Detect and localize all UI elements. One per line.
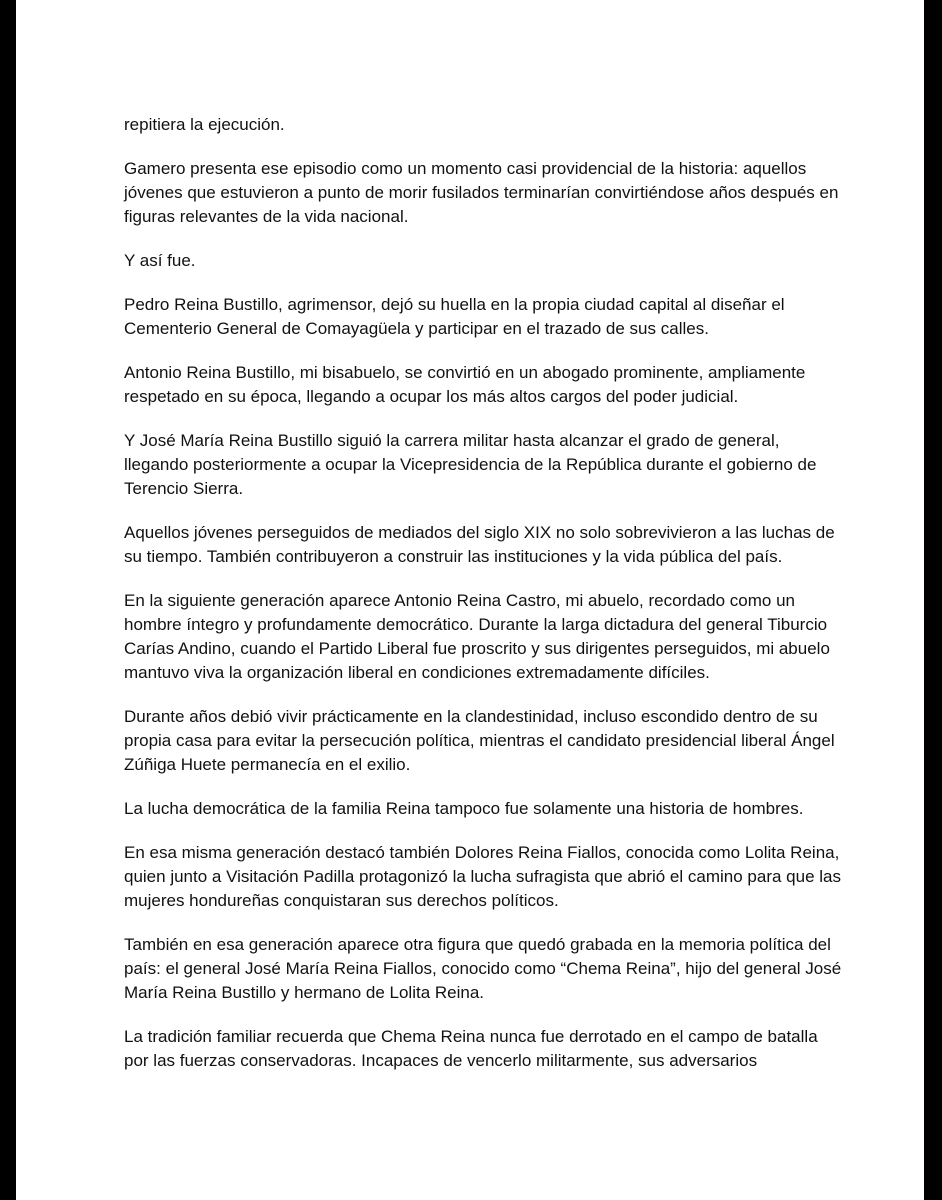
paragraph-1: repitiera la ejecución. [124,115,285,134]
paragraph-7: Aquellos jóvenes perseguidos de mediados del siglo XIX no solo sobrevivieron a las luchas de su tiempo. También contribuyeron a construir las instituciones y la vida pública del país. [124,523,835,566]
document-body [124,113,844,1093]
paragraph-10: La lucha democrática de la familia Reina tampoco fue solamente una historia de hombres. [124,799,804,818]
paragraph-3: Y así fue. [124,251,196,270]
paragraph-9: Durante años debió vivir prácticamente en la clandestinidad, incluso escondido dentro de su propia casa para evitar la persecución política, mientras el candidato presidencial liberal Ángel Zúñiga Huete permanecía en el exilio. [124,707,835,774]
paragraph-8: En la siguiente generación aparece Antonio Reina Castro, mi abuelo, recordado como un hombre íntegro y profundamente democrático. Durante la larga dictadura del general Tiburcio Carías Andino, cuando el Partido Liberal fue proscrito y sus dirigentes perseguidos, mi abuelo mantuvo viva la organización liberal en condiciones extremadamente difíciles. [124,591,830,682]
paragraph-6: Y José María Reina Bustillo siguió la carrera militar hasta alcanzar el grado de general, llegando posteriormente a ocupar la Vicepresidencia de la República durante el gobierno de Terencio Sierra. [124,431,817,498]
paragraph-2: Gamero presenta ese episodio como un momento casi providencial de la historia: aquellos jóvenes que estuvieron a punto de morir fusilados terminarían convirtiéndose años después en figuras relevantes de la vida nacional. [124,159,839,226]
paragraph-5: Antonio Reina Bustillo, mi bisabuelo, se convirtió en un abogado prominente, ampliamente respetado en su época, llegando a ocupar los más altos cargos del poder judicial. [124,363,806,406]
paragraph-13: La tradición familiar recuerda que Chema Reina nunca fue derrotado en el campo de batalla por las fuerzas conservadoras. Incapaces de vencerlo militarmente, sus adversarios [124,1027,818,1070]
paragraph-12: También en esa generación aparece otra figura que quedó grabada en la memoria política del país: el general José María Reina Fiallos, conocido como “Chema Reina”, hijo del general José María Reina Bustillo y hermano de Lolita Reina. [124,935,842,1002]
paragraph-4: Pedro Reina Bustillo, agrimensor, dejó su huella en la propia ciudad capital al diseñar el Cementerio General de Comayagüela y participar en el trazado de sus calles. [124,295,785,338]
document-page [16,0,924,1200]
paragraph-11: En esa misma generación destacó también Dolores Reina Fiallos, conocida como Lolita Reina, quien junto a Visitación Padilla protagonizó la lucha sufragista que abrió el camino para que las mujeres hondureñas conquistaran sus derechos políticos. [124,843,841,910]
